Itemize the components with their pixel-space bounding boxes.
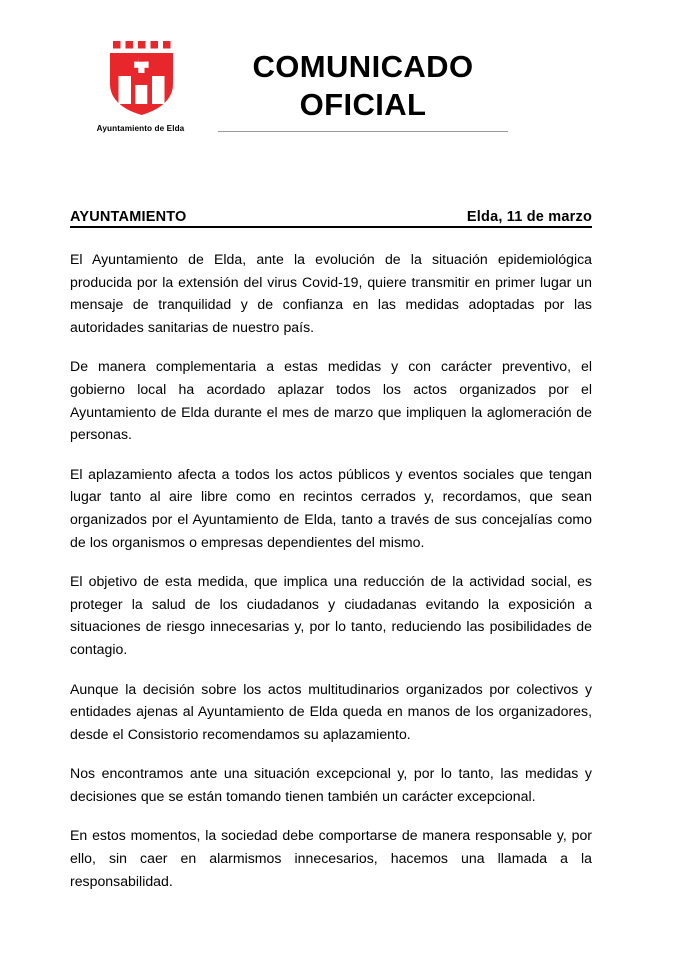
paragraph: De manera complementaria a estas medidas y con carácter preventivo, el gobierno local ha acordado aplazar todos los actos organizados por el Ayuntamiento de Elda durante el mes de marzo que impliquen la aglomeración de personas.	[70, 358, 592, 443]
paragraph: El Ayuntamiento de Elda, ante la evolución de la situación epidemiológica producida por la extensión del virus Covid-19, quiere transmitir en primer lugar un mensaje de tranquilidad y de confianza en las medidas adoptadas por las autoridades sanitarias de nuestro país.	[70, 251, 592, 335]
paragraph: En estos momentos, la sociedad debe comportarse de manera responsable y, por ello, sin caer en alarmismos innecesarios, hacemos una llamada a la responsabilidad.	[70, 827, 592, 889]
document-body	[70, 248, 592, 892]
paragraph: Nos encontramos ante una situación excepcional y, por lo tanto, las medidas y decisiones que se están tomando tienen también un carácter excepcional.	[70, 765, 592, 804]
paragraph: El objetivo de esta medida, que implica una reducción de la actividad social, es proteger la salud de los ciudadanos y ciudadanas evitando la exposición a situaciones de riesgo innecesarias y, por lo tanto, reduciendo las posibilidades de contagio.	[70, 573, 592, 657]
document-header	[0, 34, 679, 154]
paragraph: Aunque la decisión sobre los actos multitudinarios organizados por colectivos y entidades ajenas al Ayuntamiento de Elda queda en manos de los organizadores, desde el Consistorio recomendamos su aplazamiento.	[70, 680, 592, 742]
title-line-1: COMUNICADO	[252, 49, 474, 84]
section-heading-date: Elda, 11 de marzo	[466, 209, 592, 225]
title-line-2: OFICIAL	[299, 86, 427, 122]
section-heading-left: AYUNTAMIENTO	[70, 209, 187, 225]
elda-coat-of-arms-icon	[102, 40, 180, 121]
document-title	[213, 34, 513, 132]
elda-logo	[78, 34, 203, 133]
logo-caption: Ayuntamiento de Elda	[96, 124, 185, 133]
paragraph: El aplazamiento afecta a todos los actos públicos y eventos sociales que tengan lugar tanto al aire libre como en recintos cerrados y, recordamos, que sean organizados por el Ayuntamiento de Elda, tanto a través de sus concejalías como de los organismos o empresas dependientes del mismo.	[70, 465, 592, 550]
title-divider	[218, 131, 508, 132]
section-heading-row	[70, 209, 592, 228]
